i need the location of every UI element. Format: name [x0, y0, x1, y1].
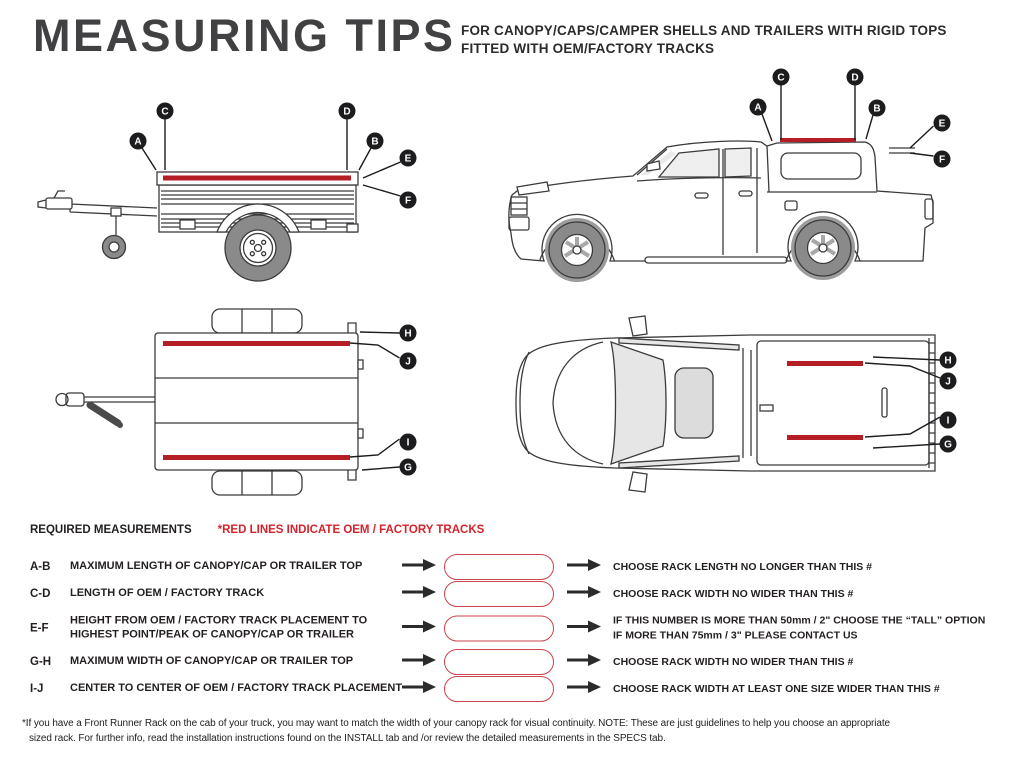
- label-marker-g: [400, 459, 417, 476]
- label-marker-a: [130, 133, 147, 150]
- label-marker-a: [750, 99, 767, 116]
- jockey-crank: [90, 405, 118, 423]
- truck-top-outline: [516, 316, 935, 492]
- truck-front-wheel: [545, 218, 609, 282]
- trailer-wheel-bottom: [212, 471, 302, 495]
- svg-text:H: H: [944, 355, 952, 367]
- label-marker-e: [400, 150, 417, 167]
- svg-text:G: G: [404, 462, 412, 474]
- svg-text:J: J: [945, 376, 951, 388]
- mirror-right: [629, 472, 647, 492]
- legend-heading: REQUIRED MEASUREMENTS: [30, 524, 192, 536]
- arrow-right-icon: [567, 653, 613, 671]
- svg-text:D: D: [343, 106, 351, 118]
- row-code: G-H: [30, 656, 52, 668]
- oem-track-red-line-right: [787, 435, 863, 440]
- red-lines-note: *RED LINES INDICATE OEM / FACTORY TRACKS: [217, 524, 485, 536]
- svg-text:C: C: [777, 72, 785, 84]
- measurement-row-ab: [30, 554, 994, 580]
- measurement-row-ij: [30, 676, 994, 702]
- sunroof: [675, 368, 713, 438]
- row-instruction-line2: IF MORE THAN 75mm / 3" PLEASE CONTACT US: [613, 629, 858, 641]
- label-marker-g: [940, 436, 957, 453]
- oem-track-red-line: [163, 176, 351, 181]
- footnote-line-1: *If you have a Front Runner Rack on the cab of your truck, you may want to match the width of your canopy rack for visual continuity. NOTE: These are just guidelines to help you choose an appropriate: [22, 718, 890, 729]
- svg-text:E: E: [404, 153, 412, 165]
- arrow-right-icon: [402, 680, 444, 698]
- truck-side-outline: [509, 138, 933, 282]
- svg-text:E: E: [938, 118, 946, 130]
- oem-track-red-line-left: [787, 361, 863, 366]
- svg-text:A: A: [754, 102, 762, 114]
- arrow-right-icon: [567, 585, 613, 603]
- arrow-right-icon: [402, 585, 444, 603]
- measurement-value-pill: [444, 676, 554, 702]
- trailer-side-view-diagram: [30, 90, 430, 300]
- subtitle-line-2: FITTED WITH OEM/FACTORY TRACKS: [461, 40, 715, 56]
- svg-text:H: H: [404, 328, 412, 340]
- oem-track-red-line-left: [163, 341, 350, 346]
- page-subtitle: [461, 22, 947, 57]
- row-description: MAXIMUM LENGTH OF CANOPY/CAP OR TRAILER TOP: [70, 560, 363, 573]
- canopy-window: [781, 153, 861, 179]
- truck-rear-wheel: [791, 216, 855, 280]
- row-description: HEIGHT FROM OEM / FACTORY TRACK PLACEMENT TO: [70, 614, 368, 627]
- arrow-right-icon: [402, 653, 444, 671]
- svg-text:B: B: [371, 136, 379, 148]
- running-board: [645, 257, 787, 263]
- label-marker-b: [367, 133, 384, 150]
- required-measurements-legend: [30, 524, 484, 536]
- measurement-value-pill: [444, 581, 554, 607]
- row-code: A-B: [30, 561, 51, 573]
- subtitle-line-1: FOR CANOPY/CAPS/CAMPER SHELLS AND TRAILERS WITH RIGID TOPS: [461, 23, 947, 38]
- oem-track-red-line-right: [163, 455, 350, 460]
- label-marker-f: [400, 192, 417, 209]
- label-marker-b: [869, 100, 886, 117]
- trailer-top-outline: [56, 309, 363, 495]
- trailer-side-outline: [38, 172, 358, 281]
- page-title: MEASURING TIPS: [33, 10, 456, 61]
- row-code: I-J: [30, 683, 44, 695]
- trailer-top-labels: [350, 325, 417, 476]
- row-description-line2: HIGHEST POINT/PEAK OF CANOPY/CAP OR TRAILER: [70, 628, 354, 640]
- oem-track-red-line: [780, 138, 856, 142]
- trailer-top-view-diagram: [30, 305, 430, 505]
- measurement-value-pill: [444, 649, 554, 675]
- svg-text:B: B: [873, 103, 881, 115]
- row-description: MAXIMUM WIDTH OF CANOPY/CAP OR TRAILER TOP: [70, 655, 354, 668]
- label-marker-d: [339, 103, 356, 120]
- svg-text:F: F: [404, 195, 412, 207]
- label-marker-d: [847, 69, 864, 86]
- label-marker-c: [157, 103, 174, 120]
- measurement-row-ef: [30, 614, 994, 643]
- row-description: CENTER TO CENTER OF OEM / FACTORY TRACK PLACEMENT: [70, 682, 403, 695]
- label-marker-h: [400, 325, 417, 342]
- label-marker-j: [940, 373, 957, 390]
- svg-text:A: A: [134, 136, 142, 148]
- svg-text:J: J: [405, 356, 411, 368]
- row-instruction: CHOOSE RACK WIDTH NO WIDER THAN THIS #: [613, 587, 854, 600]
- truck-side-view-diagram: [495, 65, 955, 285]
- label-marker-i: [940, 412, 957, 429]
- arrow-right-icon: [402, 558, 444, 576]
- trailer-wheel-top: [212, 309, 302, 333]
- row-instruction: CHOOSE RACK WIDTH AT LEAST ONE SIZE WIDER THAN THIS #: [613, 682, 940, 695]
- svg-text:I: I: [406, 437, 410, 449]
- row-code: C-D: [30, 588, 51, 600]
- svg-text:D: D: [851, 72, 859, 84]
- svg-text:C: C: [161, 106, 169, 118]
- svg-text:G: G: [944, 439, 952, 451]
- arrow-right-icon: [402, 619, 444, 637]
- row-instruction: CHOOSE RACK WIDTH NO WIDER THAN THIS #: [613, 655, 854, 668]
- label-marker-e: [934, 115, 951, 132]
- svg-text:F: F: [938, 154, 946, 166]
- row-instruction: IF THIS NUMBER IS MORE THAN 50mm / 2" CHOOSE THE “TALL” OPTION: [613, 614, 986, 627]
- measurement-value-pill: [444, 615, 554, 641]
- label-marker-j: [400, 353, 417, 370]
- trailer-top-body: [155, 333, 358, 470]
- measurement-row-gh: [30, 649, 994, 675]
- label-marker-c: [773, 69, 790, 86]
- label-marker-f: [934, 151, 951, 168]
- label-marker-h: [940, 352, 957, 369]
- arrow-right-icon: [567, 558, 613, 576]
- arrow-right-icon: [567, 680, 613, 698]
- label-marker-i: [400, 434, 417, 451]
- arrow-right-icon: [567, 619, 613, 637]
- mirror-left: [629, 316, 647, 336]
- row-code: E-F: [30, 622, 49, 634]
- row-description: LENGTH OF OEM / FACTORY TRACK: [70, 587, 265, 600]
- footnote-line-2: sized rack. For further info, read the installation instructions found on the INSTALL tab and /or review the detailed measurements in the SPECS tab.: [29, 732, 666, 744]
- svg-text:I: I: [946, 415, 950, 427]
- footnote: [22, 717, 890, 746]
- measurement-row-cd: [30, 581, 994, 607]
- truck-top-view-diagram: [505, 308, 965, 503]
- measurement-value-pill: [444, 554, 554, 580]
- row-instruction: CHOOSE RACK LENGTH NO LONGER THAN THIS #: [613, 560, 873, 573]
